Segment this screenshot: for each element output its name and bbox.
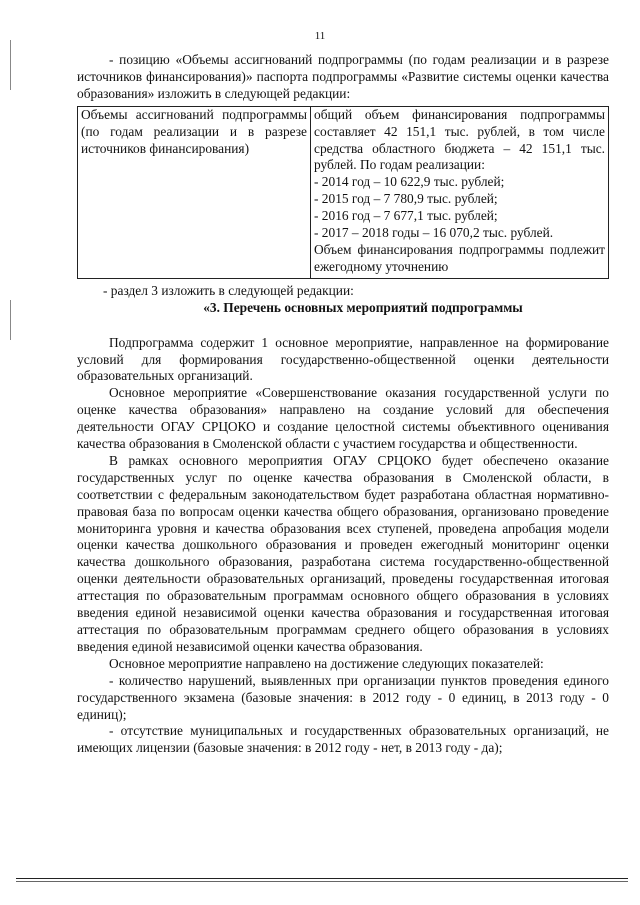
table-value-line: - 2014 год – 10 622,9 тыс. рублей; <box>314 174 505 190</box>
table-row <box>78 106 609 278</box>
page-number: 11 <box>314 30 326 42</box>
table-value-line: общий объем финансирования подпрограммы составляет 42 151,1 тыс. рублей, в том числе средства областного бюджета – 42 151,1 тыс. рублей. По годам реализации: <box>314 106 605 173</box>
list-item: - отсутствие муниципальных и государственных образовательных организаций, не имеющих лицензии (базовые значения: в 2012 году - нет, в 2013 году - да); <box>77 723 609 756</box>
document-body <box>77 52 609 757</box>
table-value-line: - 2017 – 2018 годы – 16 070,2 тыс. рублей. <box>314 225 554 241</box>
scan-margin-mark <box>10 300 11 340</box>
section-intro: - раздел 3 изложить в следующей редакции: <box>103 282 354 298</box>
table-cell-label: Объемы ассигнований подпрограммы (по годам реализации и в разрезе источников финансирования) <box>78 106 311 278</box>
table-cell-value <box>311 106 609 278</box>
passport-table <box>77 106 609 279</box>
body-paragraph: Основное мероприятие направлено на достижение следующих показателей: <box>109 655 544 671</box>
body-paragraph: В рамках основного мероприятия ОГАУ СРЦОКО будет обеспечено оказание государственных услуг по оценке качества образования в Смоленской области, в соответствии с федеральным законодательством будет разработана областная нормативно-правовая база по вопросам оценки качества общего образования, организовано проведение мониторинга уровня и качества образования всех ступеней, проведена апробация модели оценки качества дошкольного образования и проведен ежегодный мониторинг оценки качества дошкольного образования, разработана система государственно-общественной оценки деятельности образовательных организаций, проведены государственная итоговая аттестация по образовательным программам основного общего образования в условиях введения единой независимой оценки качества образования и государственная итоговая аттестация по образовательным программам среднего общего образования в условиях введения единой независимой оценки качества образования. <box>77 452 609 654</box>
section-title: «3. Перечень основных мероприятий подпрограммы <box>203 299 523 315</box>
body-paragraph: Основное мероприятие «Совершенствование оказания государственной услуги по оценке качества образования» направлено на создание условий для обеспечения деятельности ОГАУ СРЦОКО и создание целостной системы объективного оценивания качества образования в Смоленской области с участием государства и общественности. <box>77 385 609 452</box>
body-paragraph: Подпрограмма содержит 1 основное мероприятие, направленное на формирование условий для формирования государственно-общественной оценки деятельности образовательных организаций. <box>77 334 609 384</box>
footer-rule <box>16 878 628 879</box>
scan-margin-mark <box>10 40 11 90</box>
table-value-line: - 2016 год – 7 677,1 тыс. рублей; <box>314 208 498 224</box>
list-item: - количество нарушений, выявленных при организации пунктов проведения единого государственного экзамена (базовые значения: в 2012 году - 0 единиц, в 2013 году - 0 единиц); <box>77 672 609 722</box>
table-value-line: Объем финансирования подпрограммы подлежит ежегодному уточнению <box>314 241 605 274</box>
table-value-line: - 2015 год – 7 780,9 тыс. рублей; <box>314 191 498 207</box>
footer-rule <box>16 881 628 882</box>
intro-paragraph: - позицию «Объемы ассигнований подпрограммы (по годам реализации и в разрезе источников финансирования)» паспорта подпрограммы «Развитие системы оценки качества образования» изложить в следующей редакции: <box>77 52 609 101</box>
